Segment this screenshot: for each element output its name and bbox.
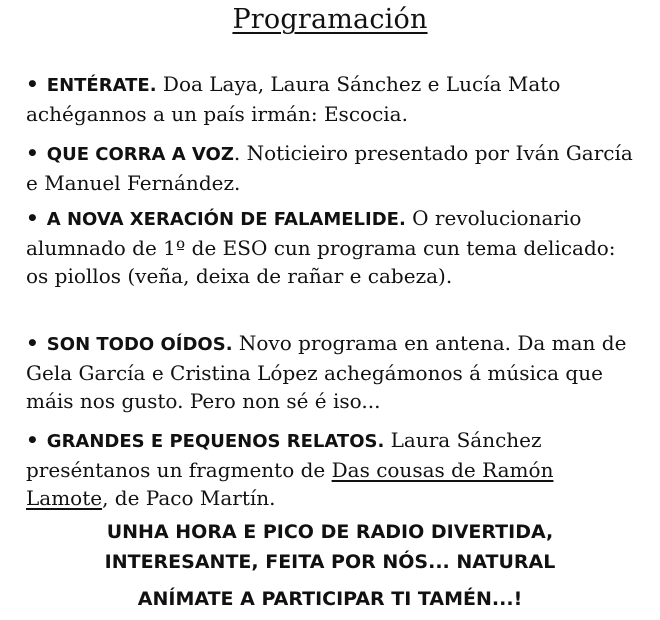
program-description: Laura Sánchez preséntanos un fragmento de [26, 428, 542, 482]
page-title-text: Programación [232, 4, 428, 35]
program-heading: ENTÉRATE. [46, 75, 157, 96]
closing-line-2: INTERESANTE, FEITA POR NÓS... NATURAL [104, 551, 556, 573]
program-heading: SON TODO OÍDOS. [46, 334, 233, 355]
bullet-icon: • [26, 206, 39, 230]
program-item-grandes-relatos [26, 426, 636, 512]
bullet-icon: • [26, 72, 39, 96]
call-to-action [0, 584, 660, 614]
program-item-que-corra-a-voz [26, 139, 636, 197]
bullet-icon: • [26, 331, 39, 355]
closing-line-1: UNHA HORA E PICO DE RADIO DIVERTIDA, [106, 521, 554, 543]
closing-line-3: ANÍMATE A PARTICIPAR TI TAMÉN...! [137, 588, 523, 610]
book-title: Das cousas de Ramón Lamote [26, 458, 554, 510]
program-heading: QUE CORRA A VOZ [46, 144, 234, 165]
program-description: Novo programa en antena. Da man de Gela García e Cristina López achegámonos á música que máis nos gusto. Pero non sé é iso... [26, 331, 627, 413]
program-item-nova-xeracion [26, 204, 636, 290]
program-item-enterate [26, 70, 636, 128]
program-description: Doa Laya, Laura Sánchez e Lucía Mato achégannos a un país irmán: Escocia. [26, 72, 561, 126]
bullet-icon: • [26, 141, 39, 165]
closing-slogan [0, 517, 660, 577]
page-title [0, 4, 660, 35]
program-heading: GRANDES E PEQUENOS RELATOS. [46, 431, 385, 452]
program-heading: A NOVA XERACIÓN DE FALAMELIDE. [46, 209, 406, 230]
program-description-end: , de Paco Martín. [102, 486, 276, 510]
bullet-icon: • [26, 428, 39, 452]
program-description: . Noticieiro presentado por Iván García e Manuel Fernández. [26, 141, 633, 195]
program-item-son-todo-oidos [26, 329, 636, 415]
program-description: O revolucionario alumnado de 1º de ESO cun programa cun tema delicado: os piollos (veña, deixa de rañar e cabeza). [26, 206, 616, 288]
